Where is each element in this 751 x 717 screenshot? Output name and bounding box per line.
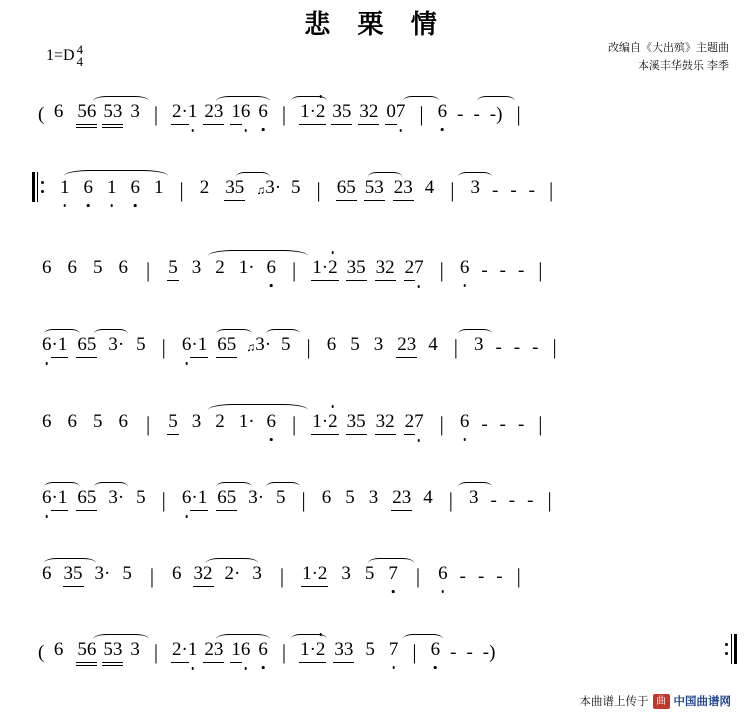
dot-right: · <box>181 639 188 660</box>
dot-right: · <box>191 334 198 355</box>
sustain-dash: - <box>517 414 525 435</box>
note: 6 <box>53 639 64 660</box>
note: 3 <box>468 487 479 508</box>
note: 3 <box>213 639 224 660</box>
note: 3 <box>359 101 369 122</box>
note: 6 <box>430 639 441 660</box>
note: 5 <box>226 487 237 508</box>
note: 1 <box>238 257 249 278</box>
note: 6 <box>53 101 64 122</box>
barline: | <box>419 102 424 126</box>
music-system-8 <box>0 630 751 692</box>
note-row-8 <box>38 640 511 662</box>
sustain-dash: - <box>491 180 499 201</box>
note: 6 <box>83 177 93 198</box>
note: 2 <box>393 177 404 198</box>
note: 3 <box>368 487 379 508</box>
barline: | <box>179 178 184 202</box>
sustain-dash: - <box>450 642 457 663</box>
paren-close: ) <box>489 642 496 663</box>
note: 7 <box>414 257 424 278</box>
note: 5 <box>77 639 87 660</box>
note: 3 <box>332 101 342 122</box>
sustain-dash: - <box>513 337 521 358</box>
note: 1 <box>231 101 241 122</box>
barline: | <box>448 488 453 512</box>
credit-line-2: 本溪丰华鼓乐 李季 <box>637 59 729 72</box>
note: 3 <box>375 257 386 278</box>
note: 2 <box>315 639 326 660</box>
note: 6 <box>42 563 52 584</box>
sustain-dash: - <box>459 566 466 587</box>
footer-prefix: 本曲谱上传于 <box>579 696 649 708</box>
note: 3 <box>94 563 104 584</box>
barline: | <box>412 640 417 664</box>
page-title: 悲 栗 情 <box>304 9 447 39</box>
sustain-dash: - <box>482 642 490 663</box>
note: 2 <box>215 257 225 278</box>
note: 2 <box>328 411 338 432</box>
note: 5 <box>281 334 291 355</box>
barline: | <box>292 412 297 436</box>
note: 5 <box>356 257 366 278</box>
note: 2 <box>204 639 214 660</box>
note: 7 <box>395 101 406 122</box>
note: 3 <box>108 487 118 508</box>
note: 6 <box>321 487 332 508</box>
note: 6 <box>67 257 77 278</box>
sustain-dash: - <box>528 180 535 201</box>
note: 6 <box>266 257 277 278</box>
note: 3 <box>265 177 275 198</box>
dot-right: · <box>248 411 255 432</box>
barline: | <box>547 488 552 512</box>
meter-numerator: 4 <box>76 42 84 57</box>
note: 6 <box>217 334 227 355</box>
note: 7 <box>388 563 398 584</box>
note: 2 <box>204 101 214 122</box>
note: 2 <box>392 487 402 508</box>
note: 2 <box>317 563 328 584</box>
barline: | <box>161 488 166 512</box>
note: 5 <box>356 411 366 432</box>
barline: | <box>281 640 287 664</box>
note: 6 <box>130 177 140 198</box>
note-row-2 <box>60 178 553 200</box>
note: 2 <box>397 334 407 355</box>
note: 3 <box>403 177 413 198</box>
sustain-dash: - <box>481 414 488 435</box>
music-system-3 <box>0 248 751 310</box>
note: 6 <box>118 411 128 432</box>
note: 3 <box>252 563 262 584</box>
music-system-2 <box>0 168 751 230</box>
note: 6 <box>118 257 128 278</box>
note: 3 <box>373 334 384 355</box>
note: 3 <box>63 563 73 584</box>
note: 3 <box>341 563 351 584</box>
note: 1 <box>107 177 117 198</box>
note: 3 <box>375 411 386 432</box>
note: 6 <box>240 101 251 122</box>
site-name-link[interactable]: 中国曲谱网 <box>673 696 731 708</box>
barline: | <box>538 258 543 282</box>
sustain-dash: - <box>466 642 473 663</box>
note: 6 <box>42 257 52 278</box>
paren-open: ( <box>38 642 54 663</box>
note: 6 <box>172 563 182 584</box>
music-system-4 <box>0 325 751 387</box>
note: 5 <box>93 257 103 278</box>
dot-right: · <box>274 177 282 198</box>
time-signature <box>77 44 84 68</box>
sustain-dash: - <box>517 260 525 281</box>
note: 3 <box>346 257 357 278</box>
meter-denominator: 4 <box>76 53 84 69</box>
note: 2 <box>172 639 182 660</box>
note: 5 <box>73 563 83 584</box>
barline: | <box>281 102 287 126</box>
note: 6 <box>181 487 192 508</box>
music-system-5 <box>0 402 751 464</box>
note: 3 <box>374 177 384 198</box>
note: 6 <box>459 411 470 432</box>
note: 2 <box>368 101 379 122</box>
note: 0 <box>386 101 396 122</box>
paren-close: ) <box>496 104 503 125</box>
note: 3 <box>346 411 357 432</box>
note-row-7 <box>42 564 521 586</box>
barline: | <box>146 258 151 282</box>
note: 5 <box>136 334 146 355</box>
note: 5 <box>103 101 113 122</box>
note: 2 <box>404 257 415 278</box>
note: 1 <box>302 563 312 584</box>
note: 7 <box>388 639 399 660</box>
note: 6 <box>67 411 77 432</box>
note: 4 <box>424 177 435 198</box>
note: 5 <box>136 487 146 508</box>
dot-right: · <box>181 101 188 122</box>
dot-right: · <box>117 487 125 508</box>
site-logo-icon: 曲 <box>653 694 670 709</box>
sustain-dash: - <box>527 490 534 511</box>
note: 6 <box>438 563 448 584</box>
note: 6 <box>336 177 347 198</box>
note: 2 <box>385 411 395 432</box>
sustain-dash: - <box>477 566 485 587</box>
note: 6 <box>437 101 448 122</box>
dot-right: · <box>234 563 241 584</box>
note: 3 <box>130 101 140 122</box>
note: 1 <box>187 639 198 660</box>
note: 6 <box>459 257 470 278</box>
note: 2 <box>199 177 210 198</box>
paren-open: ( <box>38 104 54 125</box>
note: 2 <box>224 563 235 584</box>
note: 3 <box>470 177 480 198</box>
note: 3 <box>225 177 235 198</box>
dot-right: · <box>248 257 255 278</box>
dot-right: · <box>51 487 58 508</box>
note: 4 <box>428 334 438 355</box>
note: 3 <box>334 639 344 660</box>
note: 5 <box>291 177 301 198</box>
sustain-dash: - <box>510 180 517 201</box>
barline: | <box>548 178 554 202</box>
barline: | <box>316 178 321 202</box>
sustain-dash: - <box>499 414 506 435</box>
note: 1 <box>197 334 208 355</box>
barline: | <box>552 335 557 359</box>
sustain-dash: - <box>490 490 497 511</box>
sustain-dash: - <box>495 337 502 358</box>
note: 6 <box>77 487 87 508</box>
note: 5 <box>86 334 97 355</box>
note: 7 <box>414 411 424 432</box>
music-system-7 <box>0 554 751 616</box>
note-row-5 <box>42 412 543 434</box>
credits <box>608 40 729 75</box>
note: 5 <box>77 101 87 122</box>
barline: | <box>453 335 458 359</box>
note: 3 <box>406 334 417 355</box>
key-label: 1=D <box>46 46 75 64</box>
sustain-dash: - <box>532 337 539 358</box>
note: 3 <box>191 411 202 432</box>
sustain-dash: - <box>496 566 503 587</box>
note: 1 <box>300 639 310 660</box>
barline: | <box>516 564 521 588</box>
note: 5 <box>364 563 375 584</box>
barline: | <box>439 258 444 282</box>
barline: | <box>153 102 159 126</box>
key-signature <box>46 44 83 68</box>
sustain-dash: - <box>457 104 464 125</box>
note: 2 <box>385 257 395 278</box>
music-system-6 <box>0 478 751 540</box>
note: 5 <box>364 177 375 198</box>
note: 5 <box>350 334 360 355</box>
note: 5 <box>168 257 178 278</box>
dot-right: · <box>321 411 329 432</box>
note: 3 <box>191 257 202 278</box>
note: 5 <box>345 487 355 508</box>
note-row-1 <box>38 102 521 124</box>
note: 3 <box>401 487 412 508</box>
note-row-4 <box>42 335 557 357</box>
barline: | <box>450 178 455 202</box>
sustain-dash: - <box>489 104 497 125</box>
note: 6 <box>181 334 192 355</box>
dot-right: · <box>117 334 125 355</box>
barline: | <box>153 640 159 664</box>
grace-note: ♫ <box>246 340 256 354</box>
note: 2 <box>315 101 326 122</box>
note: 5 <box>346 177 356 198</box>
footer-attribution <box>580 693 732 709</box>
note: 2 <box>172 101 182 122</box>
note: 6 <box>86 101 97 122</box>
note: 3 <box>473 334 484 355</box>
note: 6 <box>42 411 52 432</box>
note: 3 <box>112 101 123 122</box>
note: 2 <box>203 563 213 584</box>
dot-right: · <box>311 563 318 584</box>
note: 6 <box>240 639 251 660</box>
barline: | <box>292 258 297 282</box>
note: 1 <box>197 487 208 508</box>
note: 1 <box>300 101 310 122</box>
note: 6 <box>266 411 277 432</box>
note-row-3 <box>42 258 543 280</box>
dot-right: · <box>191 487 198 508</box>
note: 1 <box>231 639 241 660</box>
note: 3 <box>343 639 354 660</box>
note: 6 <box>326 334 337 355</box>
note: 1 <box>312 257 322 278</box>
note: 1 <box>187 101 198 122</box>
note: 1 <box>57 334 68 355</box>
repeat-start-sign <box>32 172 41 202</box>
note-row-6 <box>42 488 552 510</box>
note: 2 <box>328 257 338 278</box>
note: 5 <box>226 334 237 355</box>
barline: | <box>415 564 421 588</box>
note: 6 <box>258 639 268 660</box>
barline: | <box>149 564 155 588</box>
sustain-dash: - <box>508 490 516 511</box>
note: 6 <box>77 334 87 355</box>
note: 6 <box>86 639 97 660</box>
sustain-dash: - <box>473 104 480 125</box>
note: 5 <box>103 639 113 660</box>
dot-right: · <box>257 487 265 508</box>
credit-line-1: 改编自《大出殡》主题曲 <box>608 42 729 54</box>
note: 3 <box>108 334 118 355</box>
repeat-end-sign <box>728 634 737 664</box>
barline: | <box>161 335 166 359</box>
note: 1 <box>60 177 70 198</box>
barline: | <box>279 564 285 588</box>
barline: | <box>516 102 521 126</box>
note: 5 <box>168 411 178 432</box>
barline: | <box>439 412 444 436</box>
barline: | <box>146 412 151 436</box>
note: 5 <box>276 487 286 508</box>
dot-right: · <box>51 334 58 355</box>
note: 3 <box>248 487 258 508</box>
dot-right: · <box>309 639 316 660</box>
dot-right: · <box>264 334 272 355</box>
note: 3 <box>193 563 204 584</box>
note: 5 <box>341 101 352 122</box>
note: 6 <box>42 487 52 508</box>
note: 3 <box>130 639 140 660</box>
barline: | <box>538 412 543 436</box>
note: 6 <box>42 334 52 355</box>
note: 3 <box>213 101 224 122</box>
note: 2 <box>215 411 225 432</box>
note: 1 <box>154 177 164 198</box>
music-system-1 <box>0 92 751 154</box>
barline: | <box>301 488 306 512</box>
note: 2 <box>404 411 415 432</box>
note: 1 <box>238 411 249 432</box>
note: 4 <box>423 487 433 508</box>
sustain-dash: - <box>481 260 488 281</box>
note: 5 <box>93 411 103 432</box>
grace-note: ♫ <box>256 183 266 197</box>
dot-right: · <box>309 101 316 122</box>
barline: | <box>306 335 311 359</box>
note: 6 <box>217 487 227 508</box>
note: 5 <box>86 487 97 508</box>
dot-right: · <box>104 563 111 584</box>
note: 6 <box>258 101 268 122</box>
dot-right: · <box>321 257 329 278</box>
sustain-dash: - <box>499 260 506 281</box>
note: 1 <box>312 411 322 432</box>
note: 5 <box>365 639 375 660</box>
note: 3 <box>255 334 265 355</box>
note: 1 <box>57 487 68 508</box>
note: 5 <box>234 177 245 198</box>
note: 5 <box>122 563 132 584</box>
note: 3 <box>112 639 123 660</box>
